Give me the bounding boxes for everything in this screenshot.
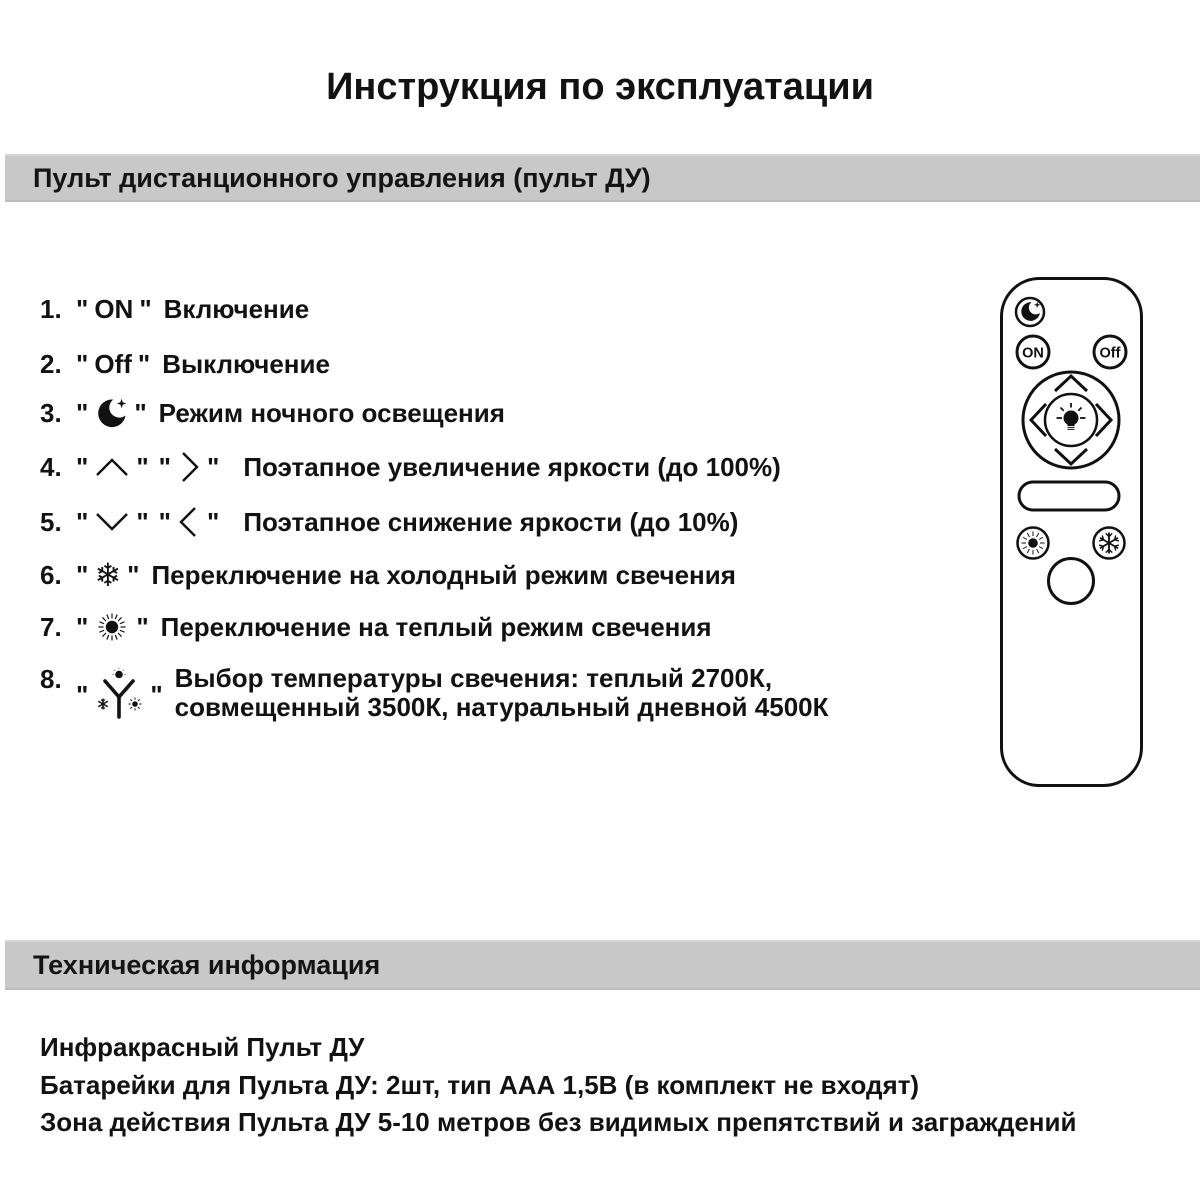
off-button-label: Off	[1099, 345, 1121, 362]
item-label: Поэтапное увеличение яркости (до 100%)	[243, 451, 781, 482]
tech-info-line: Батарейки для Пульта ДУ: 2шт, тип ААА 1,5В (в комплект не входят)	[40, 1070, 920, 1100]
temperature-select-icon	[94, 666, 144, 724]
tech-info-line: Зона действия Пульта ДУ 5-10 метров без видимых препятствий и заграждений	[40, 1107, 1077, 1137]
remote-control-illustration	[1000, 277, 1143, 787]
quote-mark: "	[76, 506, 89, 537]
sun-icon	[94, 609, 130, 645]
quote-mark: "	[158, 451, 171, 482]
on-button-label: ON	[1022, 345, 1044, 362]
quote-mark: "	[158, 506, 171, 537]
quote-mark: "	[137, 348, 151, 379]
tech-info-line: Инфракрасный Пульт ДУ	[40, 1032, 365, 1062]
night-mode-button	[1016, 298, 1044, 326]
quote-mark: "	[206, 451, 220, 482]
page-title: Инструкция по эксплуатации	[326, 66, 874, 108]
bottom-round-button	[1049, 559, 1094, 604]
quote-mark: "	[136, 451, 149, 482]
quote-mark: "	[139, 293, 152, 324]
list-item	[40, 608, 712, 646]
section-header-remote-label: Пульт дистанционного управления (пульт ДУ)	[33, 162, 651, 193]
chevron-right-icon	[177, 449, 201, 485]
quote-mark: "	[76, 293, 89, 324]
list-item	[40, 345, 330, 383]
pill-button	[1019, 482, 1119, 510]
item-number: 5.	[40, 506, 62, 537]
chevron-left-icon	[177, 504, 201, 540]
item-label: Выключение	[162, 348, 330, 379]
crescent-moon-icon	[94, 395, 128, 431]
quote-mark: "	[127, 559, 140, 590]
item-number: 2.	[40, 348, 62, 379]
list-item	[40, 290, 309, 328]
quote-mark: "	[76, 348, 89, 379]
chevron-down-icon	[94, 510, 130, 534]
item-number: 8.	[40, 664, 62, 694]
on-symbol: ON	[94, 293, 134, 324]
quote-mark: "	[76, 679, 89, 710]
snowflake-icon: ❄	[94, 557, 122, 593]
off-button	[1094, 336, 1126, 368]
quote-mark: "	[136, 611, 149, 642]
list-item	[40, 503, 738, 541]
list-item	[40, 664, 828, 724]
item-number: 7.	[40, 611, 62, 642]
warm-mode-button	[1018, 528, 1049, 559]
list-item	[40, 394, 505, 432]
section-header-tech	[5, 940, 1200, 990]
item-label-line1: Выбор температуры свечения: теплый 2700К,	[174, 663, 773, 693]
item-label: Переключение на теплый режим свечения	[160, 611, 712, 642]
section-header-tech-label: Техническая информация	[33, 949, 381, 980]
chevron-up-icon	[94, 455, 130, 479]
quote-mark: "	[136, 506, 149, 537]
quote-mark: "	[76, 397, 89, 428]
cold-mode-button	[1094, 528, 1125, 559]
item-number: 4.	[40, 451, 62, 482]
off-symbol: Off	[94, 348, 132, 379]
on-button	[1017, 336, 1049, 368]
quote-mark: "	[76, 451, 89, 482]
section-header-remote	[5, 154, 1200, 202]
quote-mark: "	[76, 611, 89, 642]
item-label: Поэтапное снижение яркости (до 10%)	[243, 506, 739, 537]
quote-mark: "	[134, 397, 147, 428]
dpad-ring	[1023, 372, 1119, 468]
item-label: Режим ночного освещения	[158, 397, 505, 428]
quote-mark: "	[206, 506, 220, 537]
item-number: 1.	[40, 293, 62, 324]
item-label: Включение	[163, 293, 310, 324]
item-number: 6.	[40, 559, 62, 590]
item-label: Переключение на холодный режим свечения	[151, 559, 736, 590]
quote-mark: "	[150, 679, 163, 710]
list-item	[40, 556, 736, 594]
quote-mark: "	[76, 559, 89, 590]
item-label-line2: совмещенный 3500К, натуральный дневной 4500К	[174, 692, 829, 722]
item-number: 3.	[40, 397, 62, 428]
list-item	[40, 448, 781, 486]
